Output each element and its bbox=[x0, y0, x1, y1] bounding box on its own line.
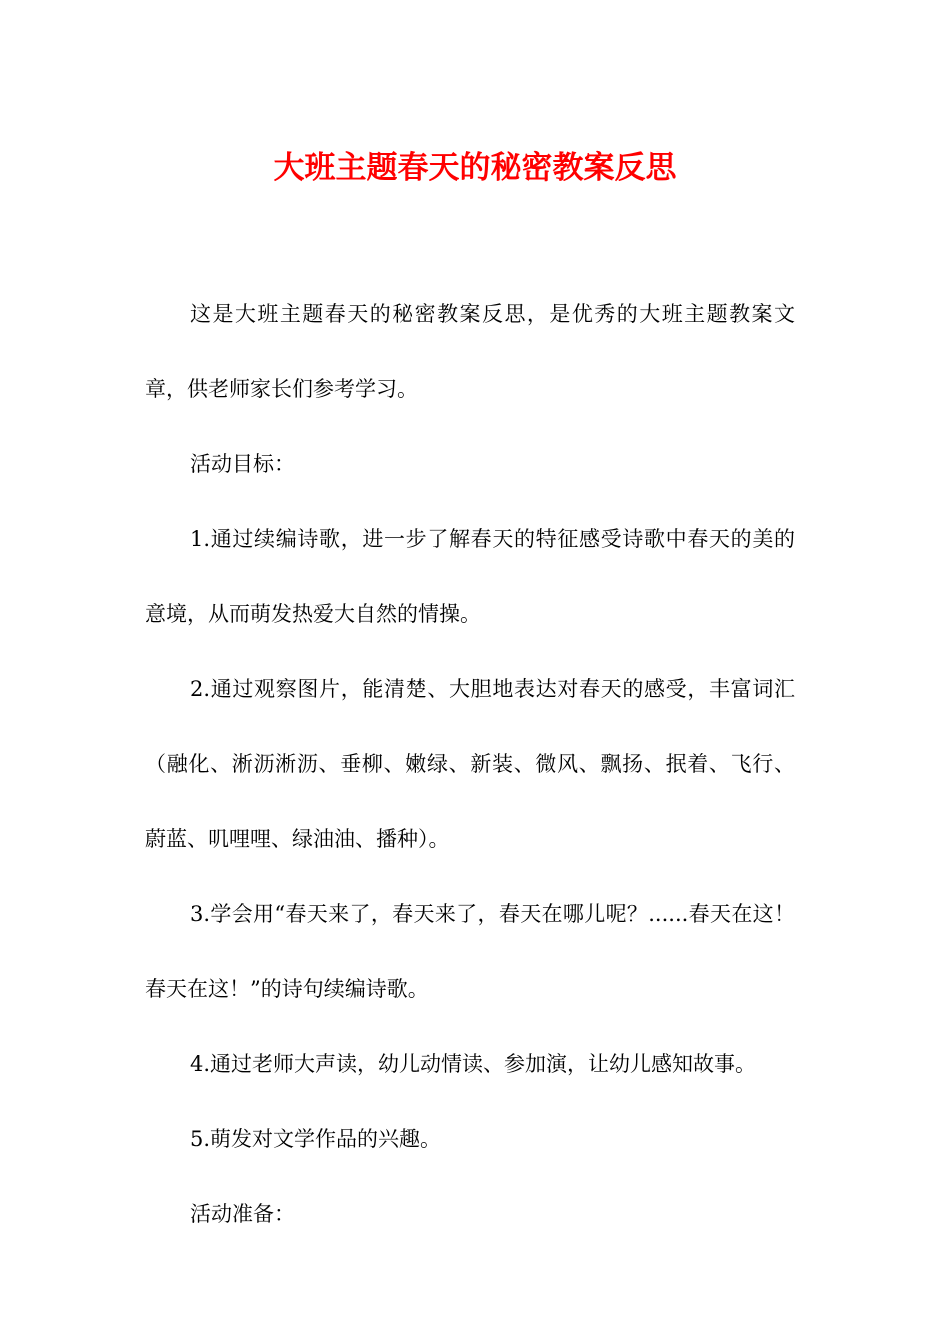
paragraph-intro: 这是大班主题春天的秘密教案反思，是优秀的大班主题教案文章，供老师家长们参考学习。 bbox=[145, 302, 795, 401]
document-body bbox=[145, 277, 795, 1252]
paragraph-objectives-heading: 活动目标： bbox=[190, 452, 295, 476]
paragraph-preparation-heading: 活动准备： bbox=[190, 1202, 295, 1226]
document-title: 大班主题春天的秘密教案反思 bbox=[273, 150, 677, 186]
paragraph-objective-5: 5.萌发对文学作品的兴趣。 bbox=[190, 1127, 442, 1151]
paragraph-objective-2: 2.通过观察图片，能清楚、大胆地表达对春天的感受，丰富词汇（融化、淅沥淅沥、垂柳、嫩绿、新装、微风、飘扬、抿着、飞行、蔚蓝、叽哩哩、绿油油、播种）。 bbox=[145, 677, 795, 851]
paragraph-objective-3: 3.学会用“春天来了，春天来了，春天在哪儿呢？......春天在这！春天在这！”的诗句续编诗歌。 bbox=[145, 902, 795, 1001]
paragraph-objective-1: 1.通过续编诗歌，进一步了解春天的特征感受诗歌中春天的美的意境，从而萌发热爱大自然的情操。 bbox=[145, 527, 795, 626]
paragraph-objective-4: 4.通过老师大声读，幼儿动情读、参加演，让幼儿感知故事。 bbox=[190, 1052, 757, 1076]
